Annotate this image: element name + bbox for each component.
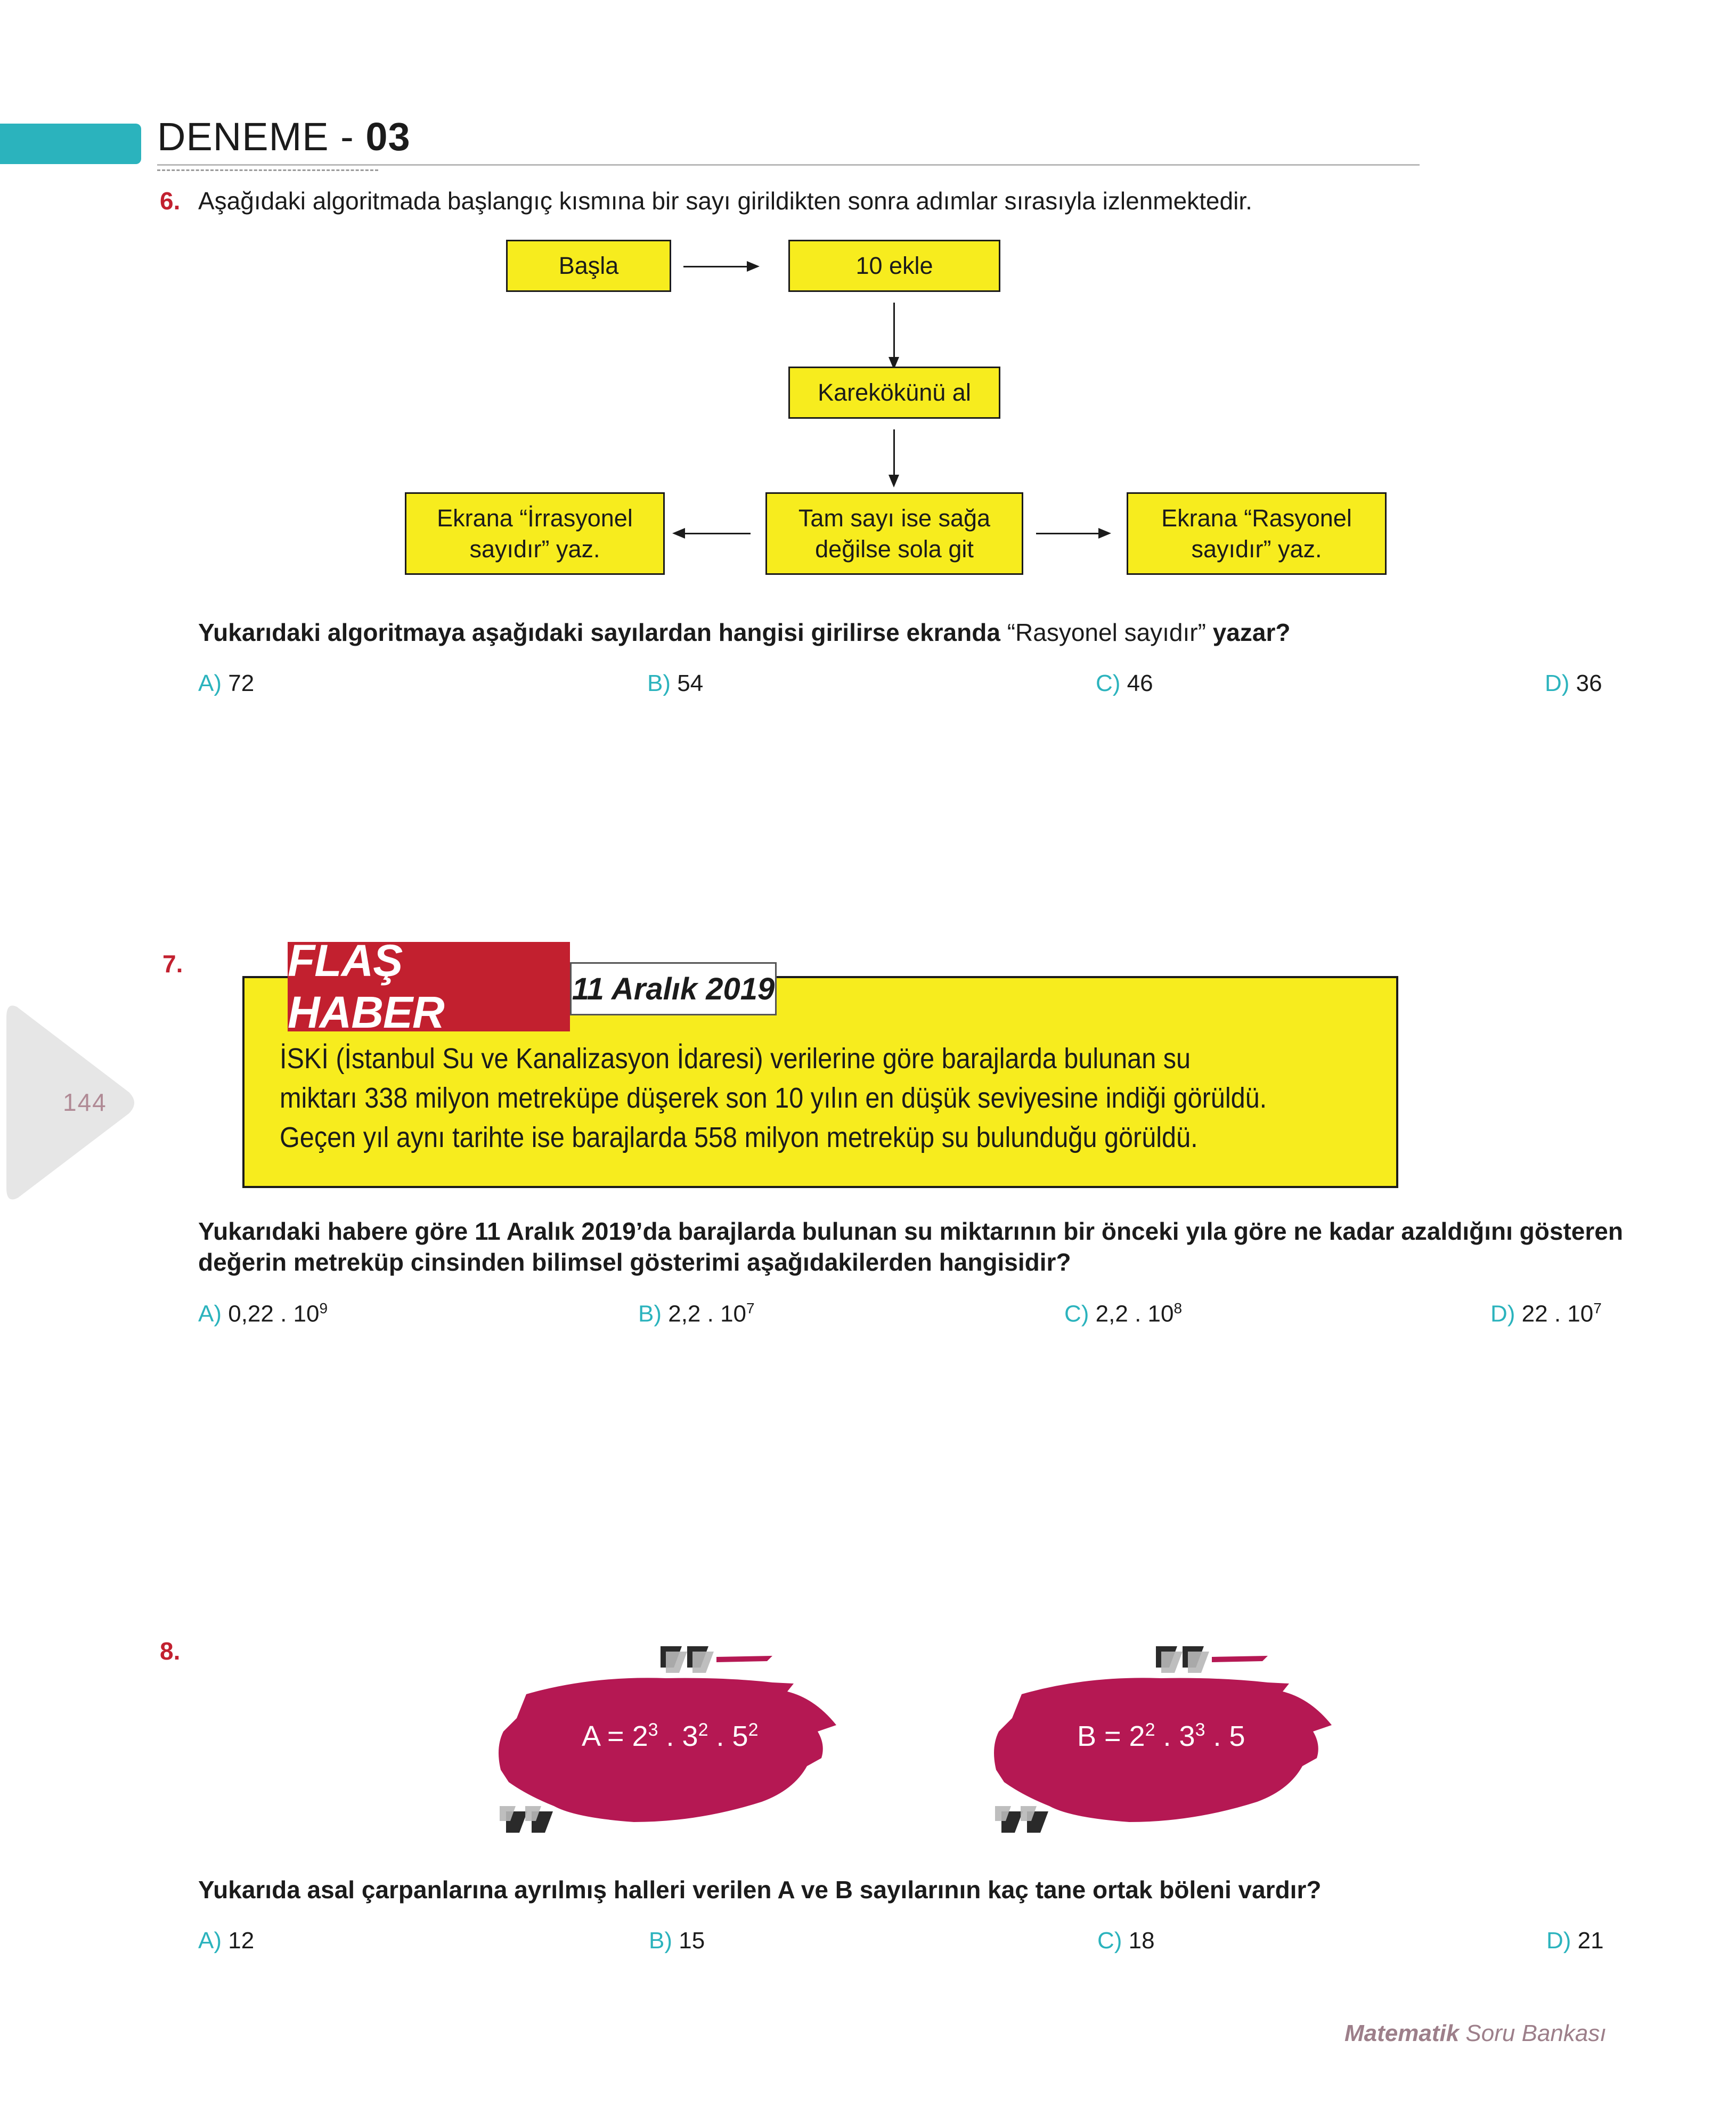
splash-a-expression: $A = 2^3$ . $3^2$ . $5^2$ (582, 1720, 759, 1752)
flow-arrow-decision-left (684, 533, 751, 534)
flow-sqrt-box: Karekökünü al (788, 367, 1000, 419)
flow-decision-box: Tam sayı ise sağa değilse sola git (765, 492, 1023, 575)
arrowhead-down (889, 475, 899, 487)
question-7-prompt-line1: Yukarıdaki habere göre 11 Aralık 2019’da barajlarda bulunan su miktarının bir önceki yıla göre ne kadar azaldığını gösteren (198, 1217, 1623, 1245)
q8-option-a[interactable]: A) 12 (198, 1928, 255, 1954)
q6-option-b[interactable]: B) 54 (647, 670, 704, 696)
flow-start-box: Başla (506, 240, 671, 292)
q8-option-d[interactable]: D) 21 (1546, 1928, 1604, 1954)
question-6-prompt: Yukarıdaki algoritmaya aşağıdaki sayılardan hangisi girilirse ekranda “Rasyonel sayıdır” yazar? (198, 619, 1291, 646)
flow-irrational-box: Ekrana “İrrasyonel sayıdır” yaz. (405, 492, 665, 575)
flow-arrow-sqrt-decision (893, 429, 895, 476)
header-accent-tab (0, 124, 141, 164)
flow-arrow-decision-right (1036, 533, 1100, 534)
flow-arrow-add-sqrt (893, 303, 895, 359)
question-6-stem: Aşağıdaki algoritmada başlangıç kısmına bir sayı girildikten sonra adımlar sırasıyla izlenmektedir. (198, 187, 1252, 215)
flow-arrow-start-add (683, 266, 748, 267)
arrowhead-right (747, 261, 760, 272)
question-7-number: 7. (162, 950, 183, 978)
q7-option-a[interactable]: A) 0,22 . $10^9$ (198, 1300, 328, 1327)
arrowhead-right (1098, 528, 1111, 539)
q6-option-a[interactable]: A) 72 (198, 670, 255, 696)
q7-option-d[interactable]: D) 22 . $10^7$ (1490, 1300, 1602, 1327)
splash-b-expression: $B = 2^2$ . $3^3$ . 5 (1077, 1720, 1245, 1752)
q8-option-b[interactable]: B) 15 (649, 1928, 705, 1954)
q7-option-c[interactable]: C) 2,2 . $10^8$ (1064, 1300, 1183, 1327)
q7-option-b[interactable]: B) 2,2 . $10^7$ (638, 1300, 755, 1327)
arrowhead-left (672, 528, 685, 539)
page-title: DENEME - 03 (157, 115, 411, 159)
news-text: İSKİ (İstanbul Su ve Kanalizasyon İdaresi) verilerine göre barajlarda bulunan su miktarı 338 milyon metreküpe düşerek son 10 yılın en düşük seviyesine indiği görüldü. Geçen yıl aynı tarihte ise barajlarda 558 milyon metreküp su bulunduğu görüldü. (280, 1043, 1267, 1153)
question-6-number: 6. (160, 187, 181, 215)
q6-option-d[interactable]: D) 36 (1545, 670, 1602, 696)
question-8-prompt: Yukarıda asal çarpanlarına ayrılmış halleri verilen A ve B sayılarının kaç tane ortak böleni vardır? (198, 1876, 1322, 1904)
q8-option-c[interactable]: C) 18 (1097, 1928, 1155, 1954)
flow-rational-box: Ekrana “Rasyonel sayıdır” yaz. (1127, 492, 1387, 575)
news-flag-label: FLAŞ HABER (288, 942, 570, 1031)
news-date: 11 Aralık 2019 (570, 962, 777, 1015)
question-8-number: 8. (160, 1637, 181, 1665)
title-underline (157, 164, 1420, 166)
page-number: 144 (63, 1088, 107, 1116)
flow-add-box: 10 ekle (788, 240, 1000, 292)
q6-option-c[interactable]: C) 46 (1096, 670, 1153, 696)
footer-book-title: Matematik Soru Bankası (1344, 2020, 1607, 2046)
question-7-prompt-line2: değerin metreküp cinsinden bilimsel gösterimi aşağıdakilerden hangisidir? (198, 1248, 1071, 1276)
title-dashed-line (157, 169, 378, 171)
